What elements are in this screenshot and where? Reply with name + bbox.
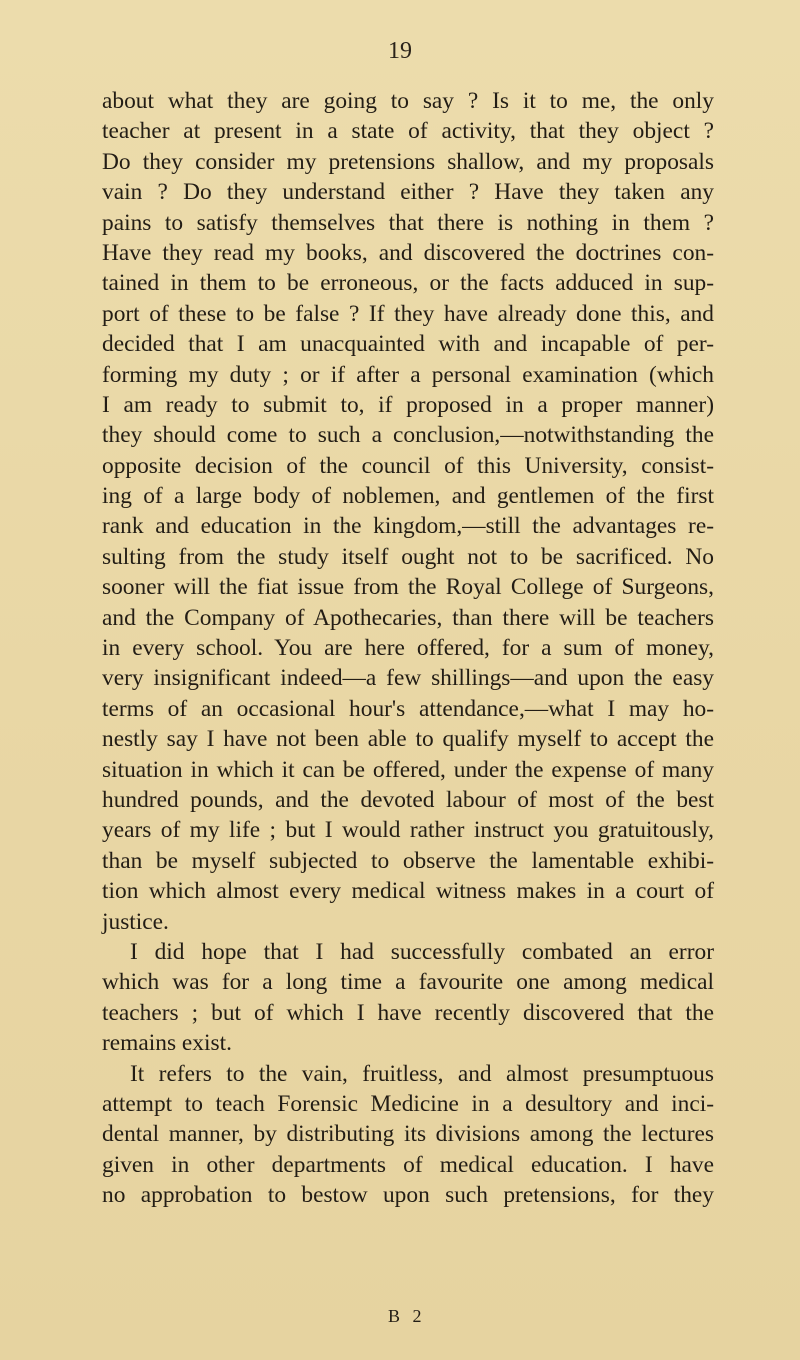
- body-text: [102, 86, 714, 1210]
- text-line: dental manner, by distributing its divisions among the lectures: [102, 1121, 714, 1148]
- text-line: forming my duty ; or if after a personal examination (which: [102, 361, 714, 388]
- text-line: Have they read my books, and discovered the doctrines con-: [102, 239, 714, 266]
- text-line: Do they consider my pretensions shallow, and my proposals: [102, 148, 714, 175]
- text-line: justice.: [102, 908, 169, 935]
- paragraph-start-line: I did hope that I had successfully combated an error: [130, 938, 714, 965]
- text-line: I am ready to submit to, if proposed in a proper manner): [102, 391, 714, 418]
- text-line: sulting from the study itself ought not to be sacrificed. No: [102, 543, 714, 570]
- text-line: teachers ; but of which I have recently discovered that the: [102, 999, 714, 1026]
- text-line: and the Company of Apothecaries, than there will be teachers: [102, 604, 714, 631]
- text-line: remains exist.: [102, 1030, 232, 1057]
- text-line: very insignificant indeed—a few shillings—and upon the easy: [102, 665, 714, 692]
- page-number: 19: [388, 38, 412, 64]
- text-line: opposite decision of the council of this University, consist-: [102, 452, 714, 479]
- text-line: given in other departments of medical education. I have: [102, 1151, 714, 1178]
- text-line: decided that I am unacquainted with and incapable of per-: [102, 331, 714, 358]
- text-line: rank and education in the kingdom,—still the advantages re-: [102, 513, 714, 540]
- text-line: they should come to such a conclusion,—notwithstanding the: [102, 422, 714, 449]
- text-line: teacher at present in a state of activity, that they object ?: [102, 118, 714, 145]
- text-line: nestly say I have not been able to qualify myself to accept the: [102, 726, 714, 753]
- text-line: hundred pounds, and the devoted labour of most of the best: [102, 786, 714, 813]
- paragraph-start-line: It refers to the vain, fruitless, and almost presumptuous: [130, 1060, 714, 1087]
- text-line: port of these to be false ? If they have already done this, and: [102, 300, 714, 327]
- text-line: vain ? Do they understand either ? Have they taken any: [102, 179, 714, 206]
- text-line: sooner will the fiat issue from the Royal College of Surgeons,: [102, 574, 714, 601]
- text-line: situation in which it can be offered, under the expense of many: [102, 756, 714, 783]
- text-line: no approbation to bestow upon such pretensions, for they: [102, 1182, 714, 1209]
- text-line: attempt to teach Forensic Medicine in a desultory and inci-: [102, 1090, 714, 1117]
- text-line: in every school. You are here offered, for a sum of money,: [102, 635, 714, 662]
- text-line: tained in them to be erroneous, or the facts adduced in sup-: [102, 270, 714, 297]
- text-line: pains to satisfy themselves that there is nothing in them ?: [102, 209, 714, 236]
- text-line: years of my life ; but I would rather instruct you gratuitously,: [102, 817, 714, 844]
- signature-mark: B 2: [388, 1306, 426, 1326]
- text-line: than be myself subjected to observe the lamentable exhibi-: [102, 847, 714, 874]
- text-line: tion which almost every medical witness makes in a court of: [102, 878, 714, 905]
- text-line: which was for a long time a favourite one among medical: [102, 969, 714, 996]
- text-line: terms of an occasional hour's attendance,—what I may ho-: [102, 695, 714, 722]
- text-line: ing of a large body of noblemen, and gentlemen of the first: [102, 483, 714, 510]
- text-line: about what they are going to say ? Is it to me, the only: [102, 88, 714, 114]
